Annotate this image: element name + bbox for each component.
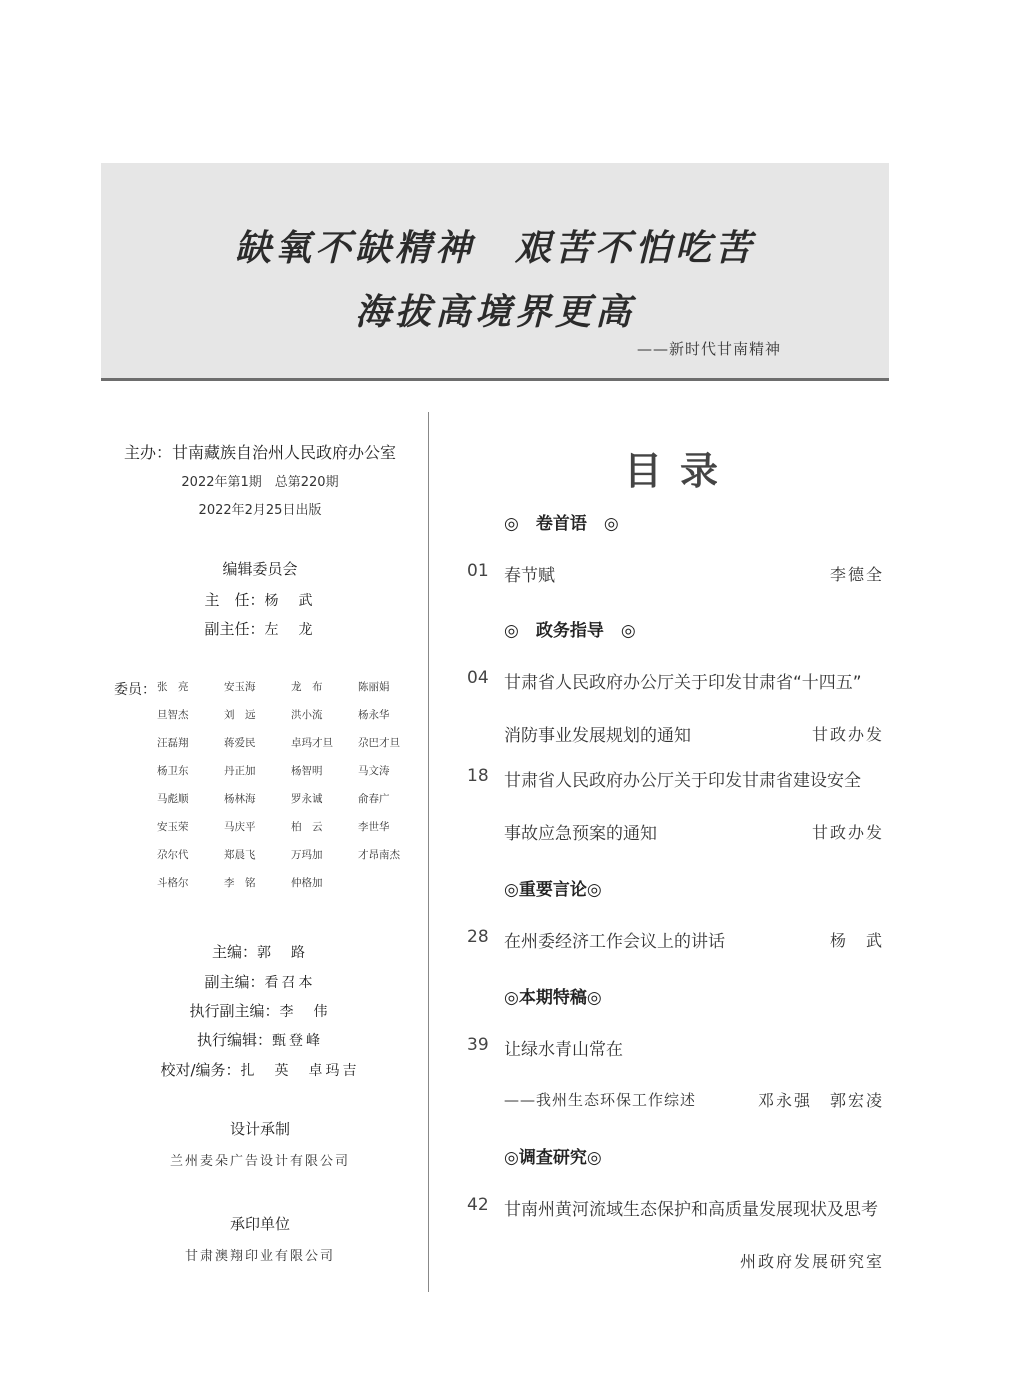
editor-name: 看召本 xyxy=(264,975,316,991)
member-name: 龙 布 xyxy=(291,681,323,693)
member-name: 万玛加 xyxy=(291,849,323,861)
member-name: 汪磊翔 xyxy=(157,737,189,749)
member-name: 郑晨飞 xyxy=(224,849,256,861)
member-name: 卓玛才旦 xyxy=(291,737,333,749)
committee-deputy xyxy=(110,618,410,639)
toc-page-number: 04 xyxy=(467,668,489,688)
toc-entry-author: 邓永强 郭宏凌 xyxy=(757,1091,884,1110)
toc-entry-author: 甘政办发 xyxy=(811,823,884,842)
motto-line-2: 海拔高境界更高 xyxy=(354,291,635,333)
column-divider xyxy=(428,412,429,1292)
member-name: 杨永华 xyxy=(358,709,390,721)
toc-page-number: 18 xyxy=(467,766,489,786)
toc-entry-title[interactable]: 甘肃省人民政府办公厅关于印发甘肃省“十四五” xyxy=(504,673,862,693)
member-name: 罗永诚 xyxy=(291,793,323,805)
toc-page-number: 28 xyxy=(467,927,489,947)
editor-label: 主编： xyxy=(211,943,257,961)
member-name: 马文涛 xyxy=(358,765,390,777)
editor-label: 执行编辑： xyxy=(196,1031,272,1049)
member-name: 张 亮 xyxy=(157,681,189,693)
category-preface: ◎ 卷首语 ◎ xyxy=(504,514,619,534)
toc-entry-title[interactable]: 在州委经济工作会议上的讲话 xyxy=(504,932,725,952)
member-name: 柏 云 xyxy=(291,821,323,833)
member-name: 马彪顺 xyxy=(157,793,189,805)
member-name: 丹正加 xyxy=(224,765,256,777)
director-name: 杨 武 xyxy=(264,593,316,609)
publication-date: 2022年2月25日出版 xyxy=(198,503,322,518)
member-name: 才昂南杰 xyxy=(358,849,400,861)
motto-source: ——新时代甘南精神 xyxy=(636,340,781,358)
motto-banner xyxy=(101,163,889,381)
toc-entry-author: 州政府发展研究室 xyxy=(739,1252,884,1271)
toc-page-number: 42 xyxy=(467,1195,489,1215)
toc-entry-title-continued[interactable]: 事故应急预案的通知 xyxy=(504,824,657,844)
deputy-editor xyxy=(110,971,410,992)
member-name: 刘 远 xyxy=(224,709,256,721)
category-government-guidance: ◎ 政务指导 ◎ xyxy=(504,621,636,641)
member-name: 杨智明 xyxy=(291,765,323,777)
member-name: 仲格加 xyxy=(291,877,323,889)
committee-members xyxy=(157,679,417,892)
member-name: 杨卫东 xyxy=(157,765,189,777)
toc-entry-author: 甘政办发 xyxy=(811,725,884,744)
members-label: 委员： xyxy=(114,682,156,698)
toc-entry-title[interactable]: 甘肃省人民政府办公厅关于印发甘肃省建设安全 xyxy=(504,771,861,791)
member-name: 洪小流 xyxy=(291,709,323,721)
editor-label: 副主编： xyxy=(204,973,265,991)
member-name: 安玉荣 xyxy=(157,821,189,833)
member-name: 旦智杰 xyxy=(157,709,189,721)
toc-entry-title-continued[interactable]: 消防事业发展规划的通知 xyxy=(504,726,691,746)
member-name: 尕巴才旦 xyxy=(358,737,400,749)
issue-number: 2022年第1期 总第220期 xyxy=(181,475,339,490)
editor-label: 执行副主编： xyxy=(189,1002,280,1020)
printing-heading: 承印单位 xyxy=(229,1215,290,1233)
member-name: 陈丽娟 xyxy=(358,681,390,693)
member-name: 李 铭 xyxy=(224,877,256,889)
deputy-name: 左 龙 xyxy=(264,622,316,638)
executive-editor xyxy=(110,1029,410,1050)
member-name: 尕尔代 xyxy=(157,849,189,861)
member-name: 李世华 xyxy=(358,821,390,833)
deputy-label: 副主任： xyxy=(204,620,265,638)
design-heading: 设计承制 xyxy=(229,1120,290,1138)
editor-label: 校对/编务： xyxy=(160,1061,241,1079)
editor-name: 扎 英 卓玛吉 xyxy=(240,1063,360,1079)
printing-company: 甘肃澳翔印业有限公司 xyxy=(184,1249,335,1264)
editor-in-chief xyxy=(110,941,410,962)
toc-entry-author: 李德全 xyxy=(829,565,884,584)
category-feature: ◎本期特稿◎ xyxy=(504,988,602,1008)
toc-entry-title[interactable]: 甘南州黄河流域生态保护和高质量发展现状及思考 xyxy=(504,1200,878,1220)
toc-entry-title[interactable]: 让绿水青山常在 xyxy=(504,1040,623,1060)
editor-name: 甄登峰 xyxy=(272,1033,323,1049)
toc-title: 目录 xyxy=(623,448,736,493)
toc-page-number: 01 xyxy=(467,561,489,581)
member-name: 马庆平 xyxy=(224,821,256,833)
category-important-speeches: ◎重要言论◎ xyxy=(504,880,602,900)
member-name: 蒋爱民 xyxy=(224,737,256,749)
committee-heading: 编辑委员会 xyxy=(222,560,298,578)
toc-page-number: 39 xyxy=(467,1035,489,1055)
committee-director xyxy=(110,589,410,610)
toc-entry-title[interactable]: 春节赋 xyxy=(504,566,555,586)
editor-name: 郭 路 xyxy=(257,945,308,961)
toc-entry-subtitle[interactable]: ——我州生态环保工作综述 xyxy=(504,1091,697,1109)
member-name: 杨林海 xyxy=(224,793,256,805)
member-name: 俞春广 xyxy=(358,793,390,805)
editor-name: 李 伟 xyxy=(279,1004,331,1020)
motto-line-1: 缺氧不缺精神 艰苦不怕吃苦 xyxy=(234,227,755,269)
toc-entry-author: 杨 武 xyxy=(829,931,884,950)
category-research: ◎调查研究◎ xyxy=(504,1148,602,1168)
member-name: 斗格尔 xyxy=(157,877,189,889)
sponsor: 主办：甘南藏族自治州人民政府办公室 xyxy=(123,443,396,462)
executive-deputy-editor xyxy=(110,1000,410,1021)
member-name: 安玉海 xyxy=(224,681,256,693)
director-label: 主 任： xyxy=(204,591,265,609)
proofreader xyxy=(110,1059,410,1080)
design-company: 兰州麦朵广告设计有限公司 xyxy=(169,1154,350,1169)
